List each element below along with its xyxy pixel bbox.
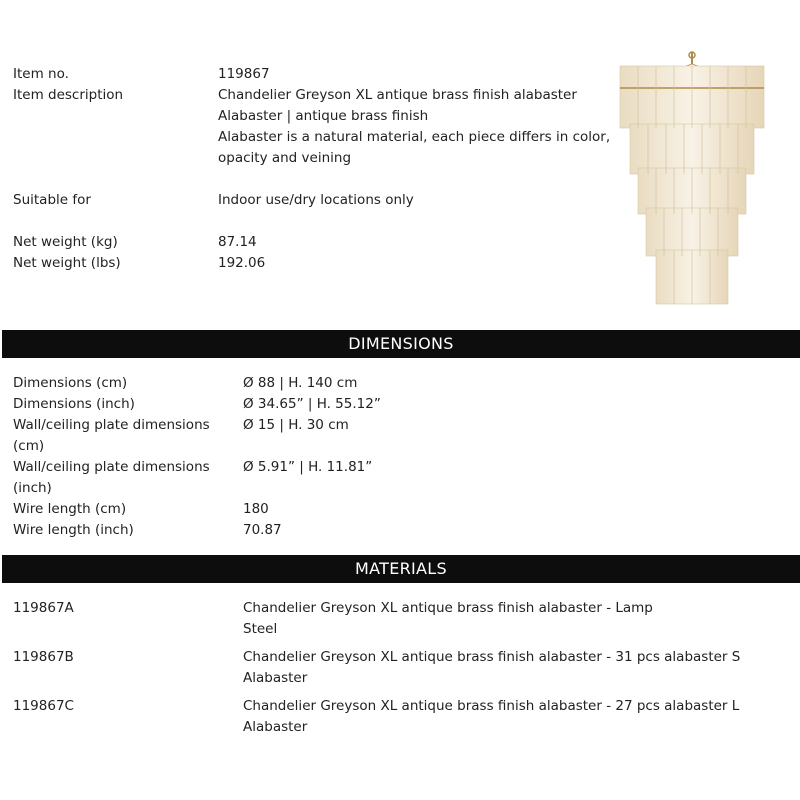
net-weight-lbs-value: 192.06 [218, 255, 266, 271]
material-type: Alabaster [243, 719, 308, 735]
net-weight-kg-label: Net weight (kg) [13, 234, 118, 250]
dimension-label: Wire length (inch) [13, 522, 134, 538]
item-description-label: Item description [13, 87, 124, 103]
dimension-value: Ø 34.65” | H. 55.12” [243, 396, 381, 412]
dimension-label: Wall/ceiling plate dimensions [13, 417, 210, 433]
item-description-line: Alabaster is a natural material, each piece differs in color, [218, 129, 611, 145]
item-description-line: Chandelier Greyson XL antique brass finish alabaster [218, 87, 577, 103]
dimension-label: Dimensions (inch) [13, 396, 135, 412]
material-description: Chandelier Greyson XL antique brass finish alabaster - Lamp [243, 600, 653, 616]
item-description-line: Alabaster | antique brass finish [218, 108, 429, 124]
suitable-for-value: Indoor use/dry locations only [218, 192, 414, 208]
dimension-label: Wire length (cm) [13, 501, 127, 517]
material-code: 119867A [13, 600, 74, 616]
material-type: Steel [243, 621, 278, 637]
dimension-value: Ø 15 | H. 30 cm [243, 417, 349, 433]
material-description: Chandelier Greyson XL antique brass finish alabaster - 27 pcs alabaster L [243, 698, 740, 714]
chandelier-image [612, 50, 772, 310]
material-code: 119867C [13, 698, 74, 714]
dimensions-heading: DIMENSIONS [2, 330, 800, 358]
net-weight-kg-value: 87.14 [218, 234, 257, 250]
materials-heading: MATERIALS [2, 555, 800, 583]
dimension-value: Ø 5.91” | H. 11.81” [243, 459, 373, 475]
dimension-value: 70.87 [243, 522, 282, 538]
dimension-label: Dimensions (cm) [13, 375, 128, 391]
dimension-label: Wall/ceiling plate dimensions [13, 459, 210, 475]
material-type: Alabaster [243, 670, 308, 686]
net-weight-lbs-label: Net weight (lbs) [13, 255, 121, 271]
suitable-for-label: Suitable for [13, 192, 91, 208]
item-description-line: opacity and veining [218, 150, 352, 166]
dimension-label: (cm) [13, 438, 45, 454]
item-no-value: 119867 [218, 66, 270, 82]
material-code: 119867B [13, 649, 74, 665]
material-description: Chandelier Greyson XL antique brass finish alabaster - 31 pcs alabaster S [243, 649, 741, 665]
dimension-label: (inch) [13, 480, 52, 496]
dimension-value: Ø 88 | H. 140 cm [243, 375, 358, 391]
item-no-label: Item no. [13, 66, 69, 82]
dimension-value: 180 [243, 501, 269, 517]
